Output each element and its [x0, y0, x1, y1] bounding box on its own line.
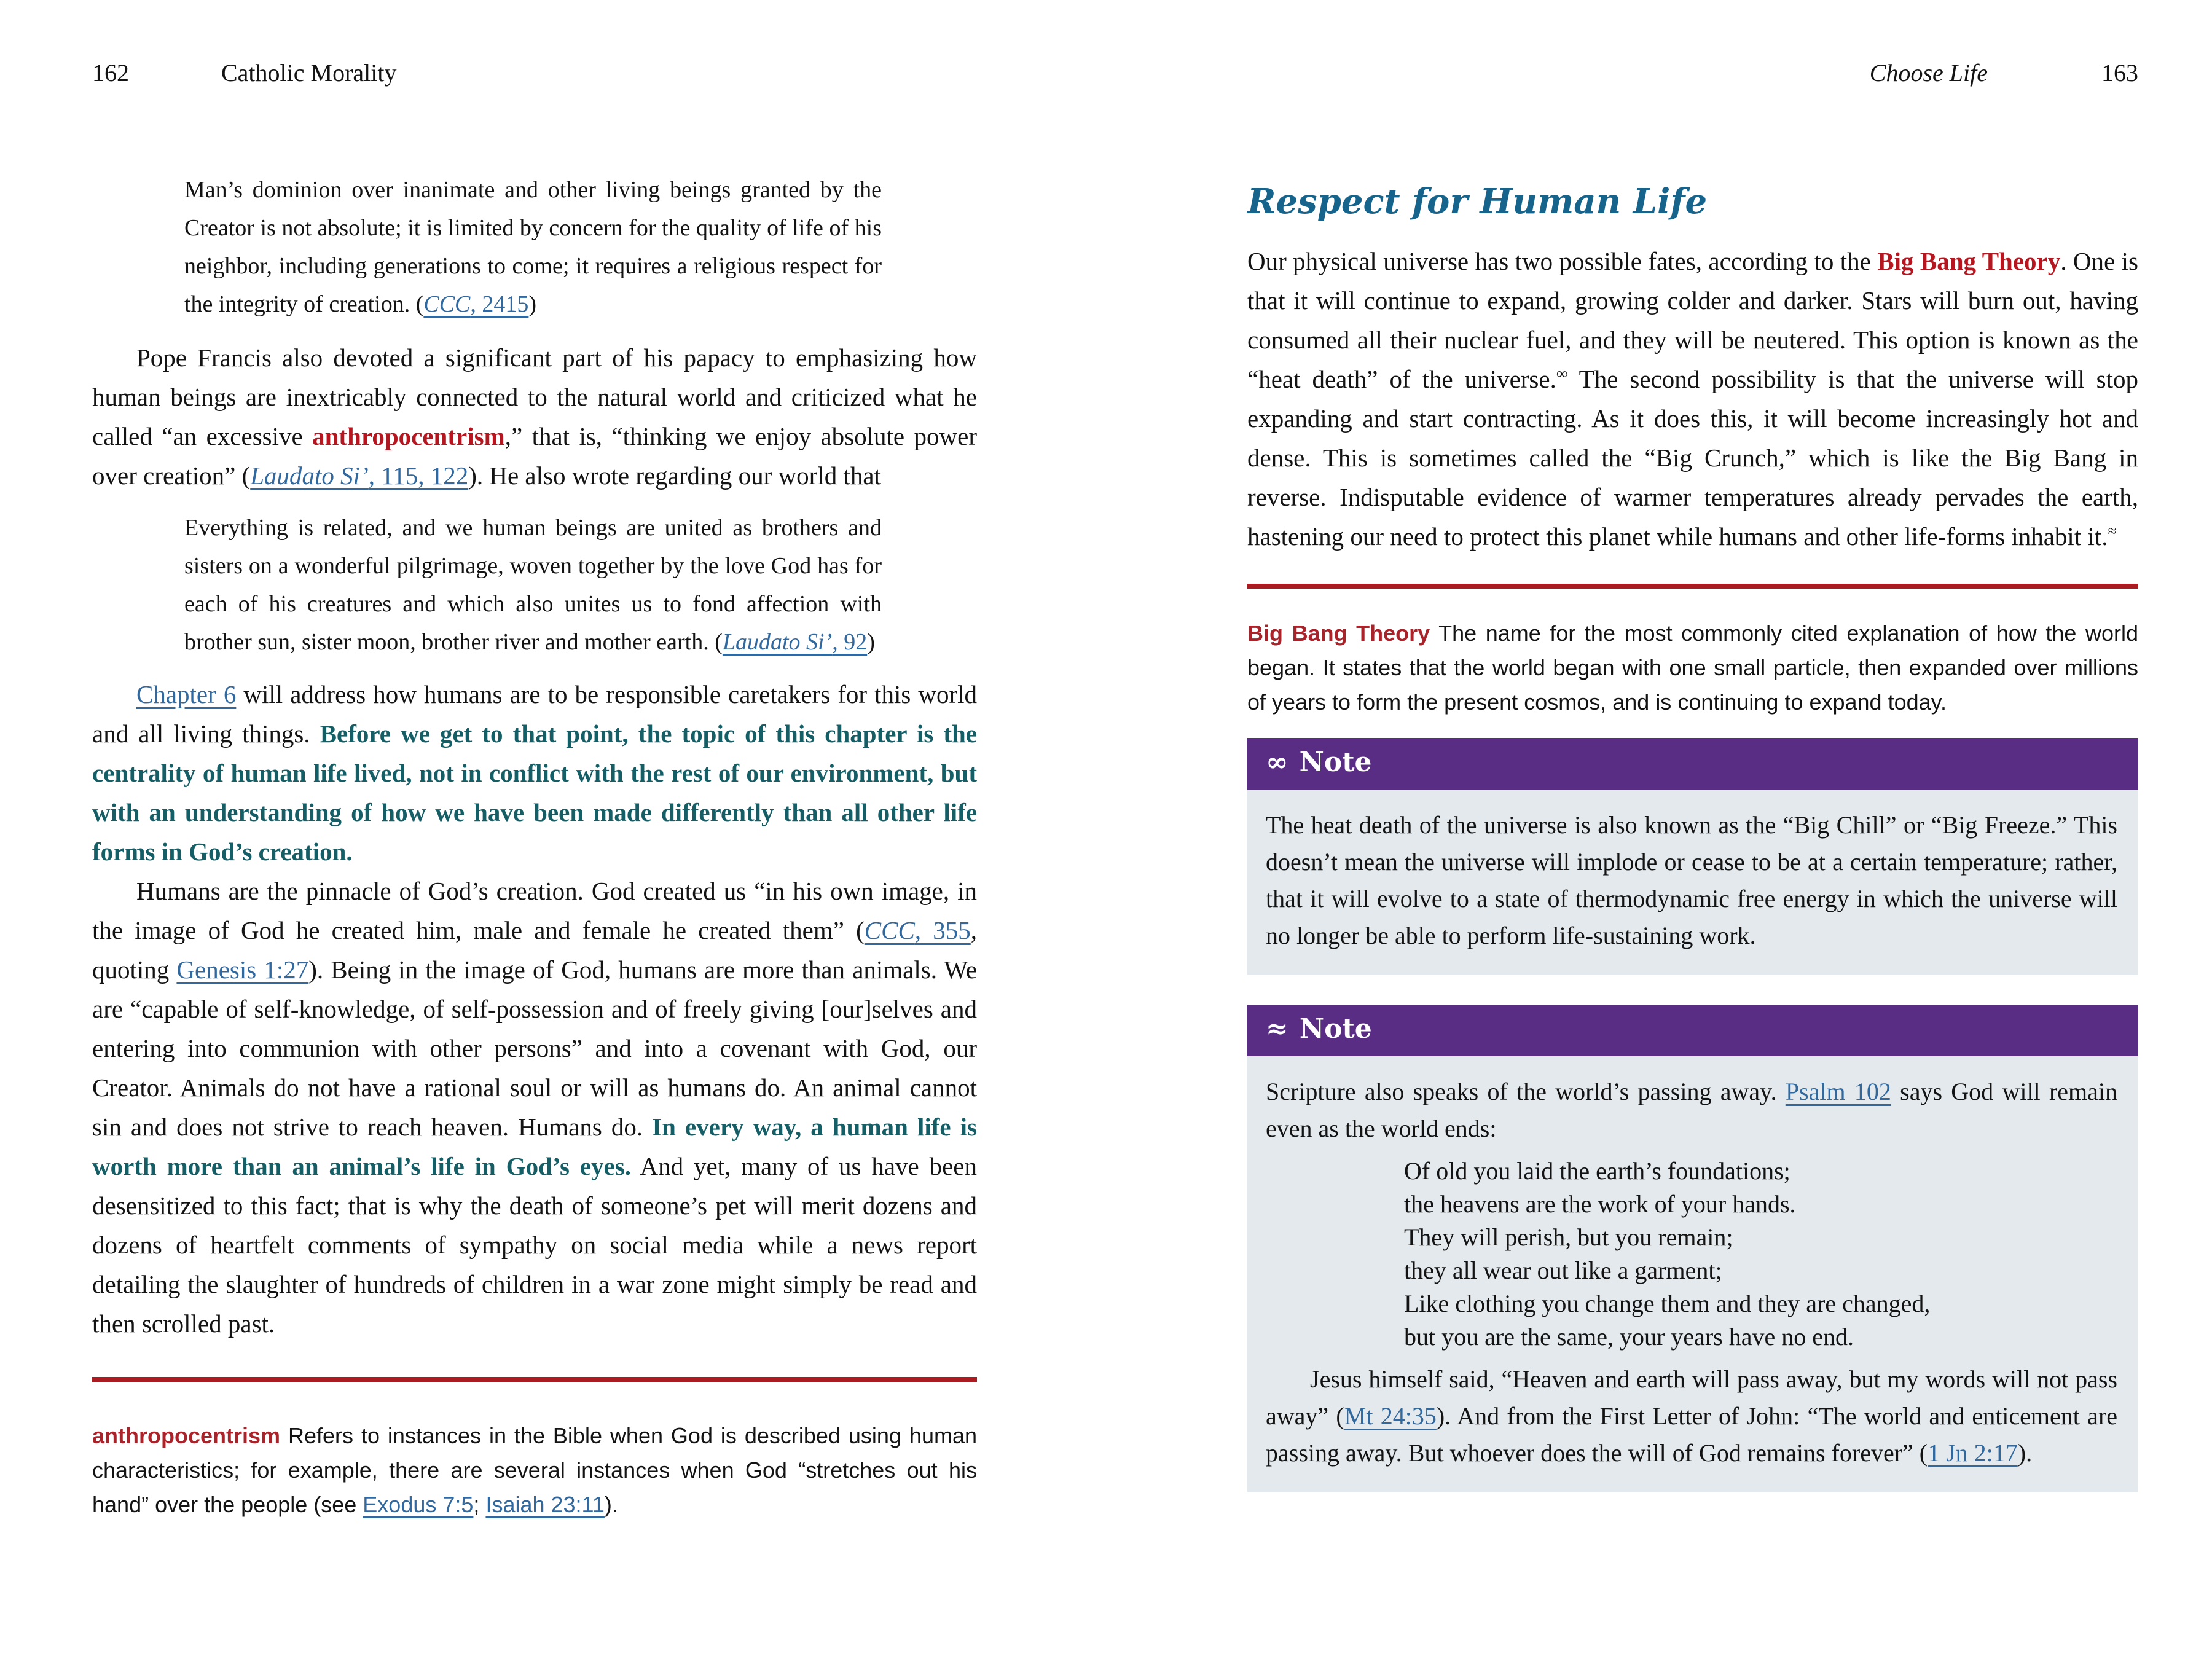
seg-teal: In every way, a human life is worth more than an animal’s life in God’s eyes.	[92, 1113, 977, 1180]
infinity-icon: ∞	[1266, 747, 1288, 778]
link-ccc-2415[interactable]: CCC	[423, 291, 471, 317]
running-head-right	[1247, 58, 2138, 88]
seg-plain: ). Being in the image of God, humans are more than animals. We are “capable of self-knowledge, of self-possession and of freely giving [our]selves and entering into communion with other persons” and into a covenant with God, our Creator. Animals do not have a rational soul or will as humans do. An animal cannot sin and does not strive to reach heaven. Humans do.	[92, 955, 977, 1141]
note-paragraph-psalm-intro	[1266, 1073, 2117, 1147]
note-box-scripture	[1247, 1005, 2138, 1492]
page-number-right: 163	[2101, 59, 2138, 87]
seg-plain: )	[867, 629, 875, 655]
seg-plain: ,” that is, “thinking we enjoy absolute power over creation” (	[92, 422, 977, 490]
seg-plain: The heat death of the universe is also known as the “Big Chill” or “Big Freeze.” This doesn’t mean the universe will implode or cease to be at a certain temperature; rather, that it will evolve to a state of thermodynamic free energy in which the universe will no longer be able to perform life-sustaining work.	[1266, 811, 2117, 949]
psalm-verse-block	[1404, 1155, 2117, 1354]
seg-plain: Jesus himself said, “Heaven and earth will pass away, but my words will not pass away” (	[1266, 1365, 2117, 1430]
seg-plain: And yet, many of us have been desensitized to this fact; that is why the death of someone’s pet will merit dozens and dozens of heartfelt comments of sympathy on social media while a news report detailing the slaughter of hundreds of children in a war zone might simply be read and then scrolled past.	[92, 1152, 977, 1338]
verse-line: they all wear out like a garment;	[1404, 1257, 1722, 1284]
paragraph-humans-pinnacle	[92, 871, 977, 1343]
section-heading-respect-for-human-life: Respect for Human Life	[1247, 181, 1708, 222]
link-chapter-6[interactable]: Chapter 6	[136, 680, 237, 708]
link-ccc-355[interactable]: , 355	[914, 916, 971, 944]
verse-line: Like clothing you change them and they are changed,	[1404, 1290, 1931, 1317]
seg-red: anthropocentrism	[312, 422, 505, 450]
seg-plain: Scripture also speaks of the world’s passing away.	[1266, 1078, 1786, 1105]
verse-line: the heavens are the work of your hands.	[1404, 1190, 1796, 1218]
note-box-heat-death	[1247, 738, 2138, 975]
seg-plain: ;	[473, 1492, 486, 1517]
glossary-divider-rule	[92, 1377, 977, 1382]
seg-plain: ).	[604, 1492, 618, 1517]
paragraph-pope-francis	[92, 338, 977, 495]
link-laudato-si-115-122[interactable]: Laudato Si’	[250, 461, 369, 490]
page-left	[92, 58, 977, 1522]
seg-red: Big Bang Theory	[1877, 247, 2061, 275]
seg-plain: ). And from the First Letter of John: “The world and enticement are passing away. But whoever does the will of God remains forever” (	[1266, 1402, 2118, 1467]
blockquote-ccc-2415	[184, 171, 882, 323]
seg-sup: ∞	[1556, 364, 1568, 383]
seg-plain: Our physical universe has two possible fates, according to the	[1247, 247, 1878, 275]
seg-plain: says God will remain even as the world ends:	[1266, 1078, 2117, 1142]
seg-plain: , quoting	[92, 916, 977, 984]
seg-term: anthropocentrism	[92, 1423, 281, 1448]
running-head-left	[92, 58, 977, 88]
running-head-title-right: Choose Life	[1869, 59, 1988, 87]
link-ccc-2415[interactable]: , 2415	[470, 291, 529, 317]
note-header-label: Note	[1299, 1013, 1372, 1045]
seg-plain: )	[528, 291, 537, 317]
note-paragraph-big-chill	[1266, 807, 2117, 954]
seg-plain: Everything is related, and we human beings are united as brothers and sisters on a wonderful pilgrimage, woven together by the love God has for each of his creatures and which also unites us to fond affection with brother sun, sister moon, brother river and mother earth. (	[184, 515, 882, 655]
seg-plain: . One is that it will continue to expand, growing colder and darker. Stars will burn out, having consumed all their nuclear fuel, and they will be neutered. This option is known as the “heat death” of the universe.	[1247, 247, 2138, 393]
page-number-left: 162	[92, 59, 129, 87]
link-laudato-si-115-122[interactable]: , 115, 122	[368, 461, 469, 490]
link-laudato-si-92[interactable]: , 92	[832, 629, 868, 655]
verse-line: but you are the same, your years have no end.	[1404, 1323, 1854, 1351]
link-genesis-1-27[interactable]: Genesis 1:27	[176, 955, 309, 984]
link-psalm-102[interactable]: Psalm 102	[1785, 1078, 1891, 1105]
seg-plain: Man’s dominion over inanimate and other living beings granted by the Creator is not absolute; it is limited by concern for the quality of life of his neighbor, including generations to come; it requires a religious respect for the integrity of creation. (	[184, 177, 882, 317]
seg-plain: will address how humans are to be responsible caretakers for this world and all living things.	[92, 680, 977, 748]
note-header-infinity	[1247, 738, 2138, 790]
seg-plain: ). He also wrote regarding our world that	[468, 461, 881, 490]
note-body-heat-death	[1247, 790, 2138, 975]
blockquote-laudato-si-92	[184, 509, 882, 661]
glossary-definition-anthropocentrism	[92, 1419, 977, 1522]
link-laudato-si-92[interactable]: Laudato Si’	[722, 629, 833, 655]
paragraph-chapter-6	[92, 675, 977, 871]
seg-plain: Pope Francis also devoted a significant part of his papacy to emphasizing how human beings are inextricably connected to the natural world and criticized what he called “an excessive	[92, 343, 977, 450]
link-isaiah-23-11[interactable]: Isaiah 23:11	[485, 1492, 605, 1517]
link-exodus-7-5[interactable]: Exodus 7:5	[363, 1492, 474, 1517]
seg-plain: ).	[2017, 1439, 2033, 1467]
seg-plain: The name for the most commonly cited explanation of how the world began. It states that the world began with one small particle, then expanded over millions of years to form the present cosmos, and is continuing to expand today.	[1247, 621, 2138, 715]
seg-term: Big Bang Theory	[1247, 621, 1430, 646]
definition-divider-rule	[1247, 584, 2138, 589]
verse-line: Of old you laid the earth’s foundations;	[1404, 1157, 1790, 1185]
note-header-approx	[1247, 1005, 2138, 1056]
seg-plain: Humans are the pinnacle of God’s creation. God created us “in his own image, in the image of God he created him, male and female he created them” (	[92, 877, 977, 944]
approx-icon: ≈	[1266, 1013, 1288, 1045]
seg-plain: The second possibility is that the universe will stop expanding and start contracting. As it does this, it will become increasingly hot and dense. This is sometimes called the “Big Crunch,” which is like the Big Bang in reverse. Indisputable evidence of warmer temperatures already pervades the earth, hastening our need to protect this planet while humans and other life-forms inhabit it.	[1247, 365, 2138, 551]
seg-sup: ≈	[2108, 522, 2117, 540]
note-body-scripture	[1247, 1056, 2138, 1492]
glossary-definition-big-bang-theory	[1247, 616, 2138, 720]
link-ccc-355[interactable]: CCC	[864, 916, 915, 944]
link-1-jn-2-17[interactable]: 1 Jn 2:17	[1928, 1439, 2018, 1467]
page-right	[1247, 58, 2138, 1492]
link-mt-24-35[interactable]: Mt 24:35	[1344, 1402, 1437, 1430]
verse-line: They will perish, but you remain;	[1404, 1223, 1733, 1251]
running-head-title-left: Catholic Morality	[221, 59, 397, 87]
seg-teal: Before we get to that point, the topic of this chapter is the centrality of human life lived, not in conflict with the rest of our environment, but with an understanding of how we have been made differently than all other life forms in God’s creation.	[92, 720, 978, 866]
note-paragraph-jesus-quote	[1266, 1361, 2117, 1472]
note-header-label: Note	[1299, 747, 1372, 778]
paragraph-universe-fates	[1247, 241, 2138, 556]
seg-plain: Refers to instances in the Bible when God is described using human characteristics; for example, there are several instances when God “stretches out his hand” over the people (see	[92, 1423, 977, 1517]
